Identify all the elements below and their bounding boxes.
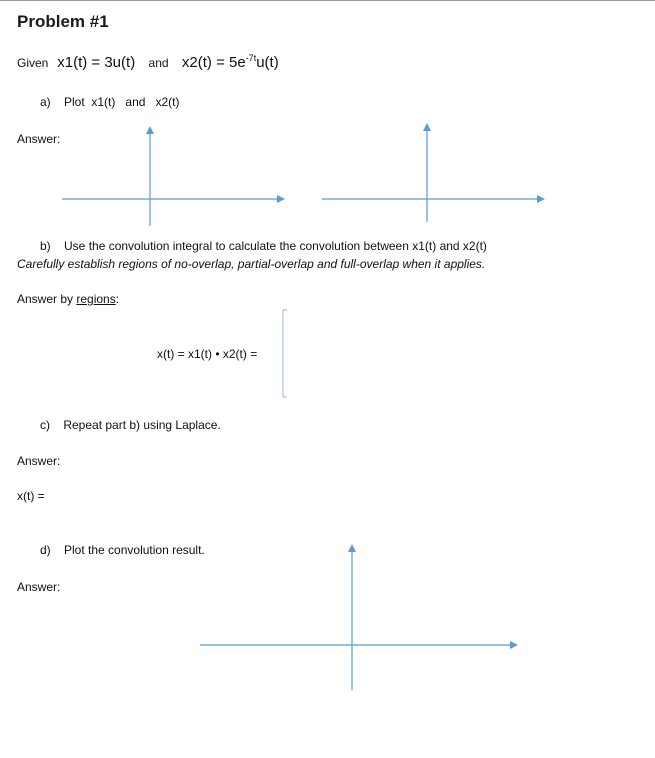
x1-expression: x1(t) = 3u(t) — [57, 54, 136, 71]
x2-expression-prefix: x2(t) = 5e — [181, 54, 246, 71]
arrow-up-icon — [423, 123, 431, 131]
x2-exponent: -7t — [245, 53, 257, 63]
part-a-and: and — [125, 95, 146, 109]
part-b-note: Carefully establish regions of no-overlap, partial-overlap and full-overlap when it applies. — [17, 257, 486, 271]
part-a-x2: x2(t) — [155, 95, 180, 109]
given-word: Given — [17, 56, 49, 70]
answer-by-suffix: : — [115, 292, 120, 306]
part-a-answer-label: Answer: — [17, 132, 61, 146]
problem-title: Problem #1 — [17, 12, 109, 31]
arrow-right-icon — [510, 641, 518, 649]
arrow-right-icon — [537, 195, 545, 203]
part-c-instruction: Repeat part b) using Laplace. — [63, 418, 221, 432]
part-d-label: d) — [40, 543, 51, 557]
and-word: and — [148, 56, 169, 70]
piecewise-bracket — [283, 310, 287, 397]
x2-expression-suffix: u(t) — [256, 54, 279, 71]
answer-by-prefix: Answer by — [17, 292, 77, 306]
plot-x2-axes — [322, 123, 545, 222]
part-d-instruction: Plot the convolution result. — [64, 543, 205, 557]
part-b-label: b) — [40, 239, 51, 253]
part-d-answer-label: Answer: — [17, 580, 61, 594]
part-a-label: a) — [40, 95, 51, 109]
part-c-answer-label: Answer: — [17, 454, 61, 468]
arrow-up-icon — [348, 544, 356, 552]
part-c-result: x(t) = — [17, 489, 45, 503]
regions-word: regions — [76, 292, 116, 306]
plot-result-axes — [200, 544, 518, 690]
part-b-instruction: Use the convolution integral to calculate the convolution between x1(t) and x2(t) — [64, 239, 487, 253]
convolution-equation: x(t) = x1(t) • x2(t) = — [157, 347, 258, 361]
part-c-label: c) — [40, 418, 50, 432]
arrow-right-icon — [277, 195, 285, 203]
part-a-plot-word: Plot — [64, 95, 85, 109]
part-a-x1: x1(t) — [91, 95, 116, 109]
plot-x1-axes — [62, 126, 285, 226]
arrow-up-icon — [146, 126, 154, 134]
